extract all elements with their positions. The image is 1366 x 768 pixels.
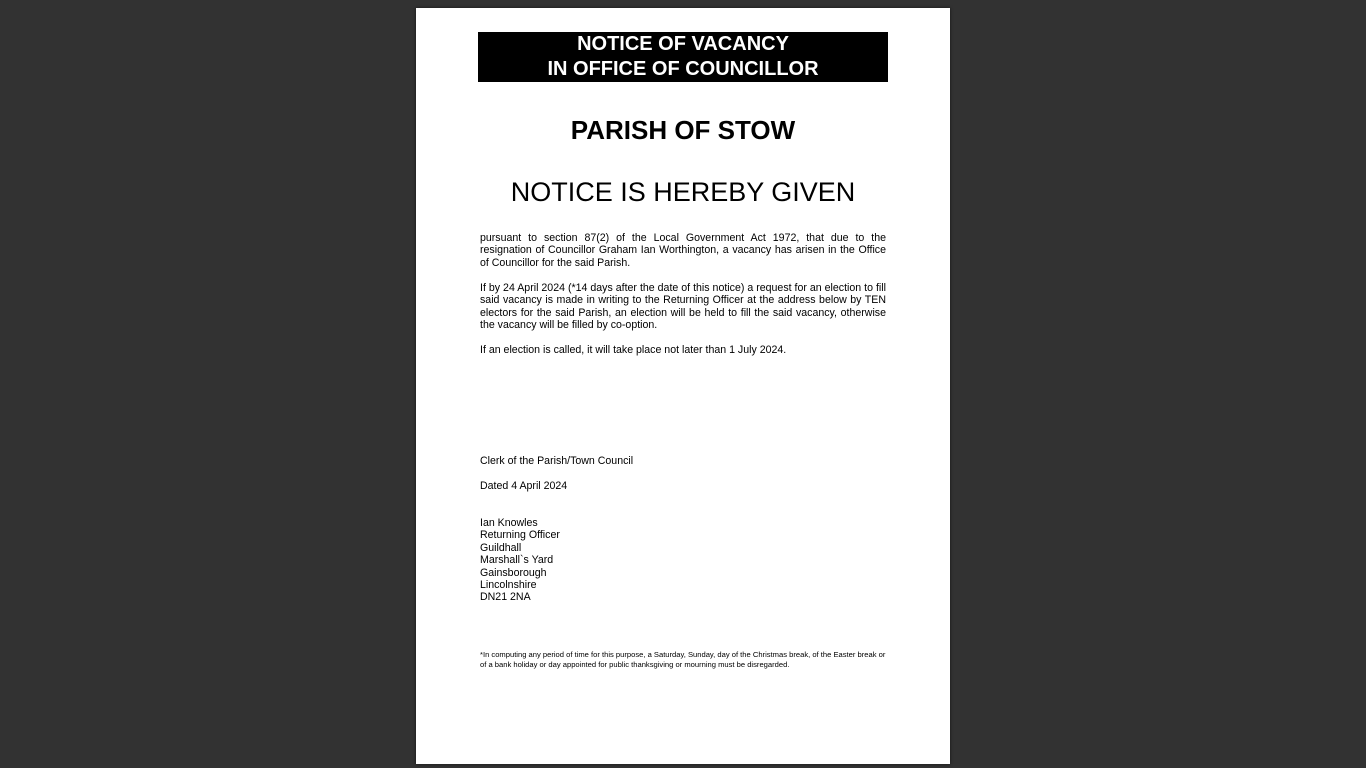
address-line: Guildhall [480, 541, 522, 554]
notice-banner [478, 32, 888, 82]
address-line: Gainsborough [480, 566, 547, 579]
notice-heading: NOTICE IS HEREBY GIVEN [510, 177, 856, 207]
address-line: Marshall`s Yard [480, 554, 554, 567]
address-line: Ian Knowles [480, 517, 538, 529]
address-line: DN21 2NA [480, 591, 531, 604]
returning-officer-address [480, 517, 560, 604]
paragraph-vacancy: pursuant to section 87(2) of the Local Government Act 1972, that due to the resignation of Councillor Graham Ian Worthington, a vacancy has arisen in the Office of Councillor for the said Parish. [480, 232, 886, 269]
address-line: Lincolnshire [480, 579, 537, 592]
paragraph-election-request: If by 24 April 2024 (*14 days after the date of this notice) a request for an election to fill said vacancy is made in writing to the Returning Officer at the address below by TEN electors for the said Parish, an election will be held to fill the said vacancy, otherwise the vacancy will be filled by co-option. [480, 282, 886, 332]
address-line: Returning Officer [480, 529, 560, 542]
banner-line-2: IN OFFICE OF COUNCILLOR [547, 58, 819, 80]
dated-line: Dated 4 April 2024 [480, 480, 568, 492]
banner-line-1: NOTICE OF VACANCY [577, 33, 789, 55]
clerk-line: Clerk of the Parish/Town Council [480, 455, 634, 467]
document-page [416, 8, 950, 764]
parish-title: PARISH OF STOW [570, 115, 796, 145]
paragraph-election-date: If an election is called, it will take place not later than 1 July 2024. [480, 344, 787, 356]
footnote: *In computing any period of time for this purpose, a Saturday, Sunday, day of the Christmas break, of the Easter break or of a bank holiday or day appointed for public thanksgiving or mourning must be disregarded. [480, 650, 886, 669]
